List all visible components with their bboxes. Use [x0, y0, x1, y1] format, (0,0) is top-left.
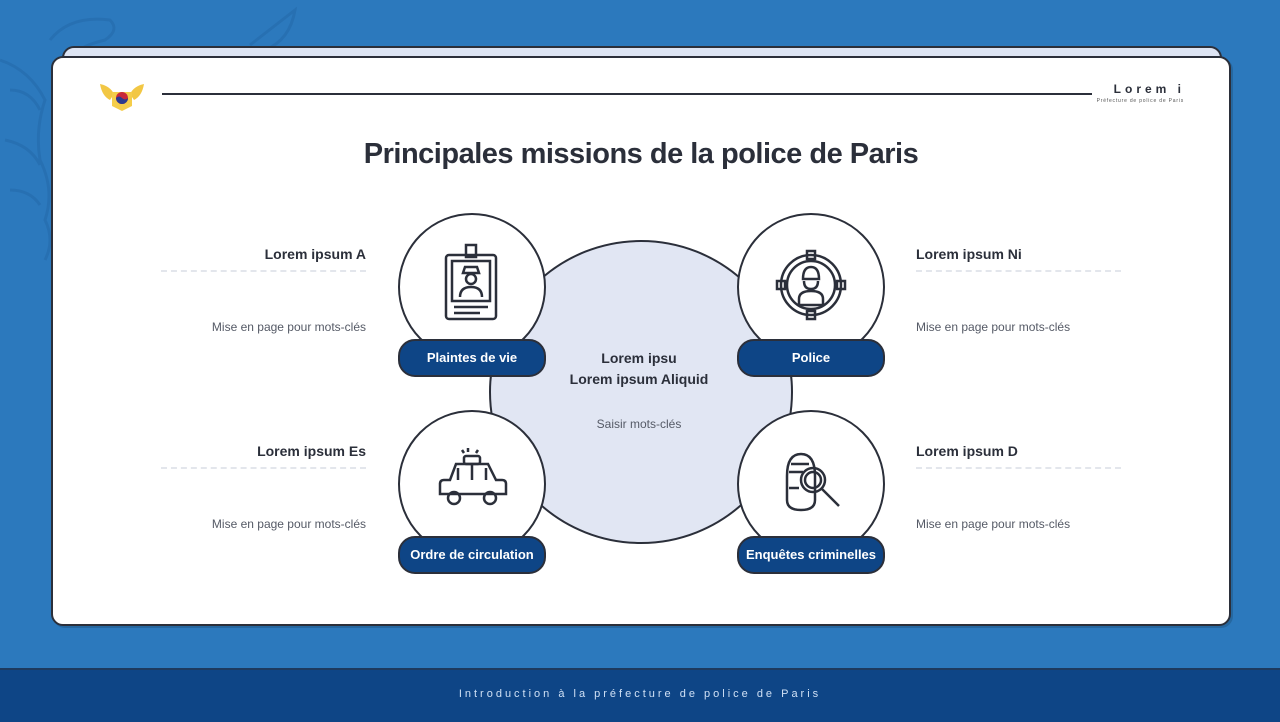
slide-card	[51, 56, 1231, 626]
node-circulation	[398, 410, 546, 562]
item-top-left: Lorem ipsum A Mise en page pour mots-clés	[161, 246, 366, 334]
police-car-icon	[434, 440, 510, 520]
id-badge-officer-icon	[434, 243, 510, 323]
page-title: Principales missions de la police de Paris	[363, 138, 919, 170]
police-badge-logo	[98, 80, 146, 112]
fingerprint-magnifier-icon	[773, 440, 849, 520]
item-bottom-right: Lorem ipsum D Mise en page pour mots-clés	[916, 443, 1121, 531]
item-bottom-left: Lorem ipsum Es Mise en page pour mots-clés	[161, 443, 366, 531]
brand-title: Lorem i	[1113, 82, 1185, 96]
item-top-right: Lorem ipsum Ni Mise en page pour mots-clés	[916, 246, 1121, 334]
target-suspect-icon	[773, 243, 849, 323]
node-label-button[interactable]: Plaintes de vie	[398, 339, 546, 377]
node-label-button[interactable]: Enquêtes criminelles	[737, 536, 885, 574]
footer-text: Introduction à la préfecture de police de Paris	[458, 688, 822, 700]
node-plaintes	[398, 213, 546, 365]
footer-bar	[0, 668, 1280, 722]
node-label-button[interactable]: Ordre de circulation	[398, 536, 546, 574]
node-police	[737, 213, 885, 365]
center-title: Lorem ipsu Lorem ipsum Aliquid	[569, 350, 709, 387]
node-label-button[interactable]: Police	[737, 339, 885, 377]
node-enquetes	[737, 410, 885, 562]
center-subtitle: Saisir mots-clés	[596, 417, 682, 431]
brand-subtitle: Préfecture de police de Paris	[1096, 98, 1184, 104]
header-divider	[162, 93, 1092, 95]
